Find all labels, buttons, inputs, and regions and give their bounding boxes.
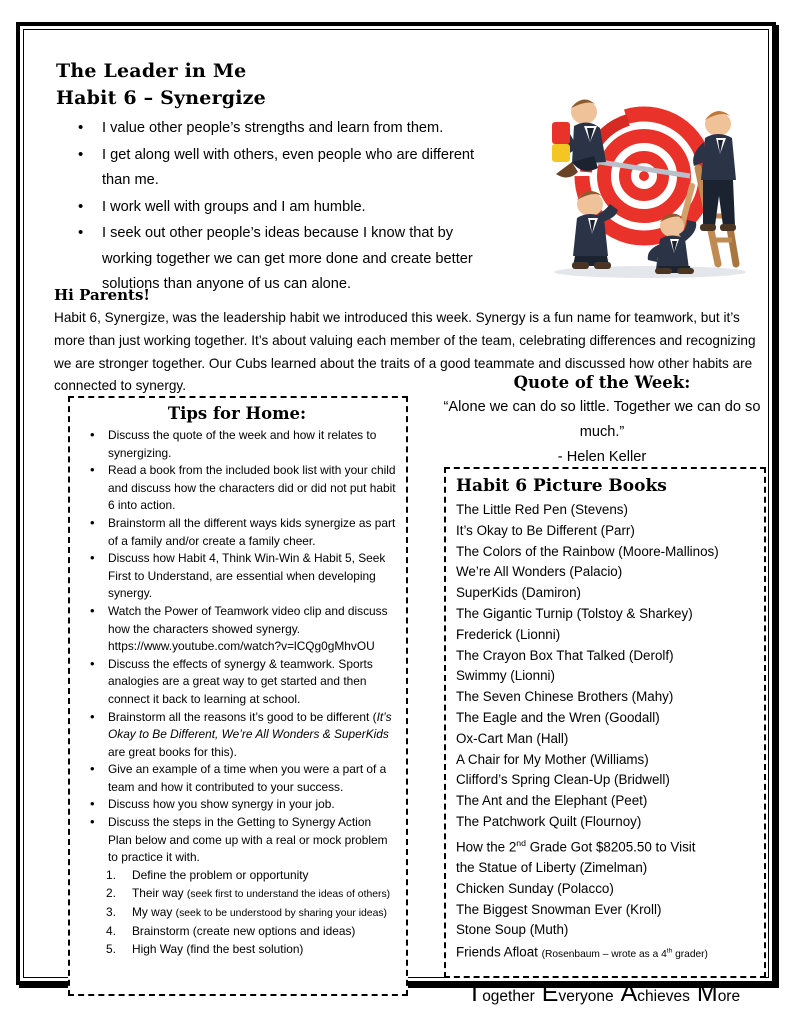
acronym-rest-everyone: veryone (558, 988, 614, 1005)
acronym-word-more (696, 979, 741, 1007)
tip-text-brainstorm-different: Brainstorm all the reasons it’s good to be different ( (108, 709, 377, 724)
hi-parents-heading: Hi Parents! (54, 286, 150, 304)
page-border-frame (16, 22, 776, 1007)
step-detail: (seek to be understood by sharing your ideas) (175, 908, 388, 920)
step-number: 1. (106, 867, 116, 882)
step-label: Define the problem or opportunity (132, 867, 309, 882)
acronym-word-achieves (620, 979, 690, 1007)
list-item: • I work well with groups and I am humble. (56, 195, 506, 221)
list-item: • Read a book from the included book list with your child and discuss how the characters did or did not put habit 6 into action. (76, 462, 398, 515)
list-item-with-note (456, 941, 758, 965)
picture-books-title: Habit 6 Picture Books (456, 476, 667, 496)
list-item: The Patchwork Quilt (Flournoy) (456, 813, 642, 829)
step-number: 3. (106, 905, 116, 920)
quote-text: “Alone we can do so little. Together we can do so much.” (443, 399, 761, 440)
acronym-cap-a: A (620, 979, 638, 1007)
list-item: • Give an example of a time when you were a part of a team and how it contributed to your success. (76, 761, 398, 796)
list-item: • Discuss how Habit 4, Think Win-Win & Habit 5, Seek First to Understand, are essential when developing synergy. (76, 550, 398, 603)
list-item: It’s Okay to Be Different (Parr) (456, 522, 635, 538)
list-item: The Seven Chinese Brothers (Mahy) (456, 689, 674, 705)
list-item: • Discuss the steps in the Getting to Synergy Action Plan below and come up with a real or mock problem to practice it with. (76, 814, 398, 867)
acronym-cap-m: M (696, 979, 718, 1007)
acronym-rest-achieves: chieves (637, 988, 690, 1005)
list-item: The Ant and the Elephant (Peet) (456, 793, 648, 809)
list-item: The Little Red Pen (Stevens) (456, 502, 628, 517)
step-label: My way (132, 905, 176, 920)
youtube-video-link[interactable]: https://www.youtube.com/watch?v=lCQg0gMhvOU (108, 639, 375, 654)
ordinal-suffix: th (666, 947, 673, 955)
page-title-leader-in-me: The Leader in Me (56, 60, 247, 82)
list-item (76, 867, 398, 886)
acronym-word-together (466, 979, 535, 1007)
list-item: The Biggest Snowman Ever (Kroll) (456, 901, 662, 917)
list-item: Swimmy (Lionni) (456, 668, 555, 684)
tip-text-video: Watch the Power of Teamwork video clip and discuss how the characters showed synergy. (108, 603, 388, 636)
step-number: 2. (106, 886, 116, 901)
list-item: Chicken Sunday (Polacco) (456, 880, 614, 896)
list-item: • I get along well with others, even people who are different than me. (56, 143, 506, 194)
acronym-cap-t: T (466, 979, 483, 1007)
step-label: High Way (find the best solution) (132, 942, 304, 957)
book-title-friends-afloat: Friends Afloat (456, 944, 542, 960)
list-item: • Discuss the quote of the week and how it relates to synergizing. (76, 427, 398, 462)
ordinal-suffix: nd (516, 837, 526, 848)
habit-6-picture-books-box (444, 467, 766, 978)
list-item: We’re All Wonders (Palacio) (456, 564, 623, 580)
book-title-its-okay-to-be-different: It’s Okay to Be Different, We’re All Wonders & SuperKids (108, 709, 392, 742)
list-item-with-italics (76, 709, 398, 762)
habit-statements-list (56, 116, 506, 298)
list-item-superscript: How the 2nd Grade Got $8205.50 to Visit (456, 837, 696, 855)
tips-for-home-list (76, 427, 398, 867)
tips-for-home-box (68, 396, 408, 996)
list-item (76, 923, 398, 942)
step-number: 4. (106, 923, 116, 938)
list-item: • Discuss the effects of synergy & teamwork. Sports analogies are a great way to get started and then connect it back to learning at school. (76, 656, 398, 709)
list-item (76, 941, 398, 960)
quote-of-the-week-title: Quote of the Week: (513, 373, 691, 392)
team-acronym-footer (442, 981, 772, 1012)
list-item: SuperKids (Damiron) (456, 585, 582, 601)
getting-to-synergy-steps-list (76, 867, 398, 960)
tips-for-home-title: Tips for Home: (167, 404, 307, 423)
list-item: The Eagle and the Wren (Goodall) (456, 709, 660, 725)
list-item (76, 904, 398, 923)
list-item: Ox-Cart Man (Hall) (456, 730, 569, 746)
acronym-word-everyone (541, 979, 614, 1007)
hi-parents-paragraph: Habit 6, Synergize, was the leadership habit we introduced this week. Synergy is a fun name for teamwork, but it’s more than just working together. It’s about valuing each member of the team, celebrating differences and recognizing we are stronger together. Our Cubs learned about the traits of a good teammate and discussed how other habits are connected to synergy. (54, 310, 756, 394)
acronym-cap-e: E (541, 979, 559, 1007)
tip-text-brainstorm-tail: are great books for this). (108, 744, 237, 759)
list-item: Frederick (Lionni) (456, 626, 561, 642)
page-content (44, 56, 780, 1007)
picture-books-list (456, 500, 758, 965)
list-item (76, 885, 398, 904)
list-item: A Chair for My Mother (Williams) (456, 751, 649, 767)
list-item: • I value other people’s strengths and learn from them. (56, 116, 506, 142)
page-title-habit-6: Habit 6 – Synergize (56, 87, 266, 109)
step-detail: (seek first to understand the ideas of others) (186, 889, 391, 901)
step-label: Their way (132, 886, 187, 901)
header-block (56, 58, 506, 299)
list-item: The Crayon Box That Talked (Derolf) (456, 647, 674, 663)
list-item: the Statue of Liberty (Zimelman) (456, 860, 648, 876)
list-item: The Colors of the Rainbow (Moore-Mallinos) (456, 543, 719, 559)
quote-of-the-week-block (430, 371, 774, 470)
list-item: • Brainstorm all the different ways kids synergize as part of a family and/or create a family cheer. (76, 515, 398, 550)
list-item: Clifford’s Spring Clean-Up (Bridwell) (456, 772, 670, 788)
acronym-rest-more: ore (717, 988, 741, 1005)
list-item: • I seek out other people’s ideas because I know that by working together we can get more done and create better solutions than anyone of us can alone. (56, 221, 506, 298)
teamwork-target-ladder-illustration (522, 76, 780, 281)
list-item-with-video-link (76, 603, 398, 656)
list-item: Stone Soup (Muth) (456, 922, 569, 938)
book-note: (Rosenbaum – wrote as a 4th grader) (541, 947, 708, 960)
quote-author: - Helen Keller (557, 449, 647, 465)
acronym-rest-together: ogether (482, 988, 535, 1005)
step-number: 5. (106, 942, 116, 957)
list-item: • Discuss how you show synergy in your job. (76, 796, 398, 814)
list-item: The Gigantic Turnip (Tolstoy & Sharkey) (456, 605, 693, 621)
step-label: Brainstorm (create new options and ideas) (132, 923, 356, 938)
